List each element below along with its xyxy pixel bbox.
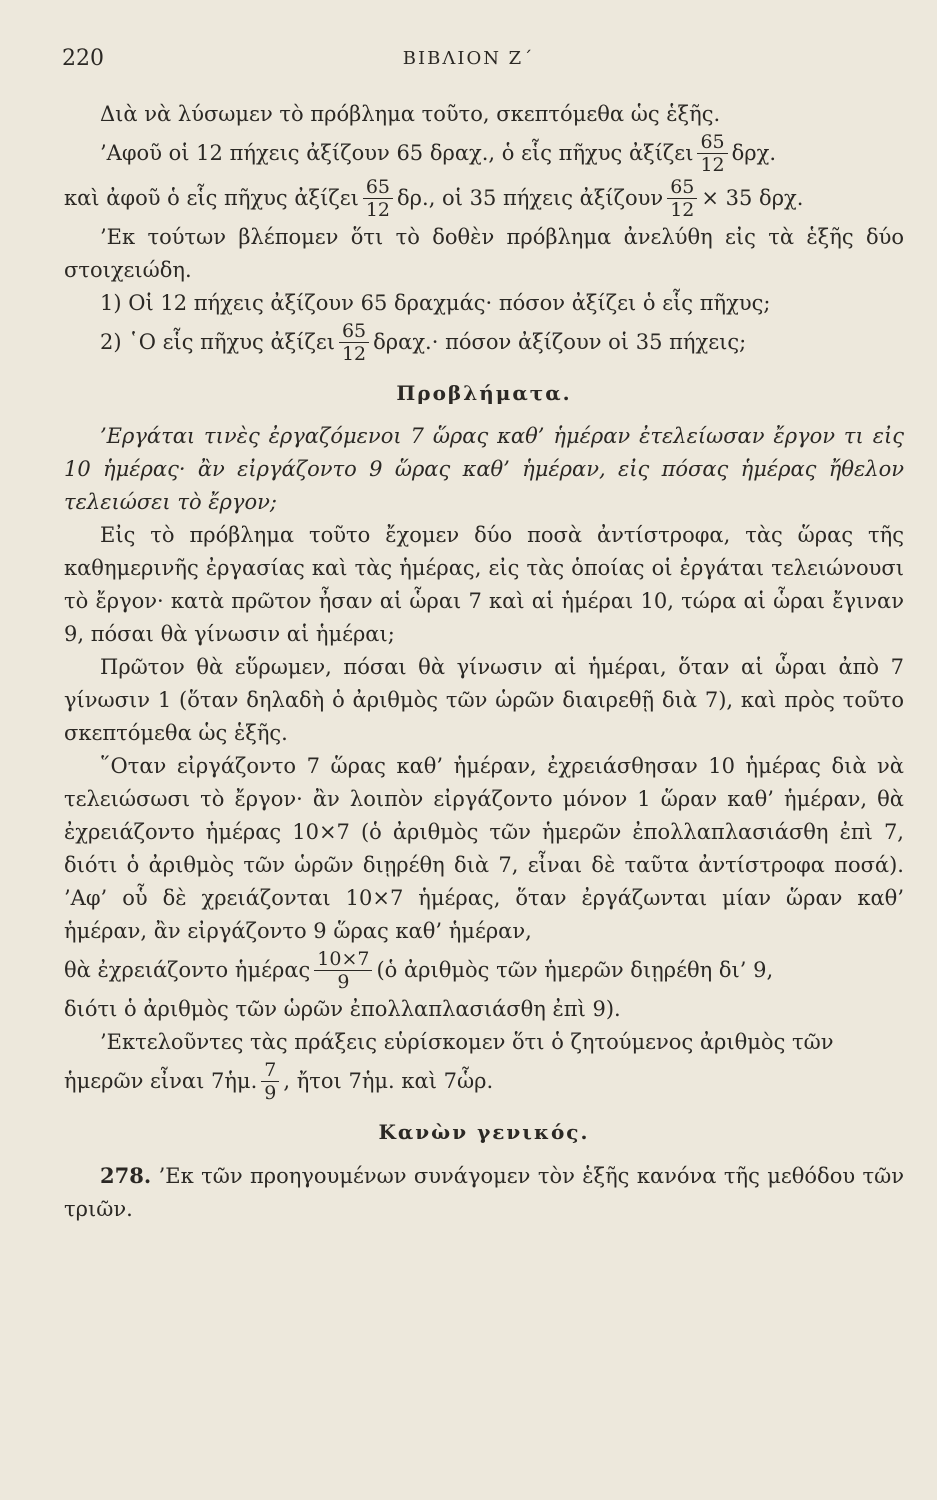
text-line: Διὰ νὰ λύσωμεν τὸ πρόβλημα τοῦτο, σκεπτόμεθα ὡς ἑξῆς. <box>100 102 721 126</box>
fraction-numerator: 65 <box>339 320 369 343</box>
fraction <box>363 176 393 221</box>
text-line: καὶ ἀφοῦ ὁ εἷς πῆχυς ἀξίζει <box>64 186 359 210</box>
page-body <box>64 98 904 1226</box>
equation-line <box>64 131 904 176</box>
text-line: ’Εκτελοῦντες τὰς πράξεις εὑρίσκομεν ὅτι ὁ ζητούμενος ἀριθμὸς τῶν <box>100 1030 834 1054</box>
text-line: 2) ῾Ο εἷς πῆχυς ἀξίζει <box>100 330 335 354</box>
section-heading: Προβλήματα. <box>396 381 572 405</box>
rule-paragraph <box>64 1159 904 1226</box>
fraction-denominator: 12 <box>670 199 695 221</box>
text-paragraph: ’Εκ τούτων βλέπομεν ὅτι τὸ δοθὲν πρόβλημα ἀνελύθη εἰς τὰ ἑξῆς δύο στοιχειώδη. <box>64 225 904 282</box>
fraction <box>261 1059 279 1104</box>
text-line: δραχ.· πόσον ἀξίζουν οἱ 35 πήχεις; <box>373 330 747 354</box>
rule-number: 278. <box>100 1163 152 1188</box>
text-line: 1) Οἱ 12 πήχεις ἀξίζουν 65 δραχμάς· πόσον ἀξίζει ὁ εἷς πῆχυς; <box>100 291 771 315</box>
page-number: 220 <box>62 46 104 71</box>
running-head: ΒΙΒΛΙΟΝ Ζ΄ <box>402 48 535 69</box>
fraction-denominator: 12 <box>365 199 391 221</box>
text-paragraph: Πρῶτον θὰ εὕρωμεν, πόσαι θὰ γίνωσιν αἱ ἡμέραι, ὅταν αἱ ὧραι ἀπὸ 7 γίνωσιν 1 (ὅταν δηλαδὴ ὁ ἀριθμὸς τῶν ὡρῶν διαιρεθῇ διὰ 7), καὶ πρὸς τοῦτο σκεπτόμεθα ὡς ἑξῆς. <box>64 655 904 745</box>
text-line: ἡμερῶν εἶναι 7ἡμ. <box>64 1069 258 1093</box>
fraction-numerator: 7 <box>261 1059 279 1082</box>
fraction-denominator: 12 <box>341 343 367 365</box>
text-line: (ὁ ἀριθμὸς τῶν ἡμερῶν διῃρέθη δι’ 9, <box>376 958 774 982</box>
text-line: θὰ ἐχρειάζοντο ἡμέρας <box>64 958 311 982</box>
fraction-numerator: 10×7 <box>314 948 372 971</box>
text-line: , ἤτοι 7ἡμ. καὶ 7ὧρ. <box>283 1069 494 1093</box>
fraction-numerator: 65 <box>697 131 727 154</box>
fraction-numerator: 65 <box>667 176 697 199</box>
text-line: δρ., οἱ 35 πήχεις ἀξίζουν <box>397 186 664 210</box>
text-line: ’Αφοῦ οἱ 12 πήχεις ἀξίζουν 65 δραχ., ὁ εἷς πῆχυς ἀξίζει <box>100 141 694 165</box>
equation-line <box>64 320 904 365</box>
fraction-denominator: 12 <box>700 154 725 176</box>
fraction <box>314 948 372 993</box>
equation-line <box>64 176 904 221</box>
fraction-numerator: 65 <box>363 176 393 199</box>
fraction <box>339 320 369 365</box>
text-line: × 35 δρχ. <box>701 186 804 210</box>
fraction <box>697 131 727 176</box>
equation-line <box>64 948 904 993</box>
rule-text: ’Εκ τῶν προηγουμένων συνάγομεν τὸν ἑξῆς κανόνα τῆς μεθόδου τῶν τριῶν. <box>64 1164 904 1221</box>
page-header <box>0 46 937 76</box>
fraction-denominator: 9 <box>337 971 350 993</box>
fraction-denominator: 9 <box>264 1082 277 1104</box>
text-paragraph: Εἰς τὸ πρόβλημα τοῦτο ἔχομεν δύο ποσὰ ἀντίστροφα, τὰς ὥρας τῆς καθημερινῆς ἐργασίας καὶ τὰς ἡμέρας, εἰς τὰς ὁποίας οἱ ἐργάται τελειώνουσι τὸ ἔργον· κατὰ πρῶτον ἦσαν αἱ ὧραι 7 καὶ αἱ ἡμέραι 10, τώρα αἱ ὧραι ἔγιναν 9, πόσαι θὰ γίνωσιν αἱ ἡμέραι; <box>64 523 904 646</box>
text-paragraph: ῞Οταν εἰργάζοντο 7 ὥρας καθ’ ἡμέραν, ἐχρειάσθησαν 10 ἡμέρας διὰ νὰ τελειώσωσι τὸ ἔργον· ἂν λοιπὸν εἰργάζοντο μόνον 1 ὥραν καθ’ ἡμέραν, θὰ ἐχρειάζοντο ἡμέρας 10×7 (ὁ ἀριθμὸς τῶν ἡμερῶν ἐπολλαπλασιάσθη ἐπὶ 7, διότι ὁ ἀριθμὸς τῶν ὡρῶν διῃρέθη διὰ 7, εἶναι δὲ ταῦτα ἀντίστροφα ποσά). ’Αφ’ οὗ δὲ χρειάζονται 10×7 ἡμέρας, ὅταν ἐργάζωνται μίαν ὥραν καθ’ ἡμέραν, ἂν εἰργάζοντο 9 ὥρας καθ’ ἡμέραν, <box>64 754 904 943</box>
fraction <box>667 176 697 221</box>
problem-statement: ’Εργάται τινὲς ἐργαζόμενοι 7 ὥρας καθ’ ἡμέραν ἐτελείωσαν ἔργον τι εἰς 10 ἡμέρας· ἂν εἰργάζοντο 9 ὥρας καθ’ ἡμέραν, εἰς πόσας ἡμέρας ἤθελον τελειώσει τὸ ἔργον; <box>64 424 904 514</box>
text-line: δρχ. <box>731 141 777 165</box>
equation-line <box>64 1059 904 1104</box>
section-heading: Κανὼν γενικός. <box>378 1120 590 1144</box>
text-line: διότι ὁ ἀριθμὸς τῶν ὡρῶν ἐπολλαπλασιάσθη ἐπὶ 9). <box>64 997 621 1021</box>
